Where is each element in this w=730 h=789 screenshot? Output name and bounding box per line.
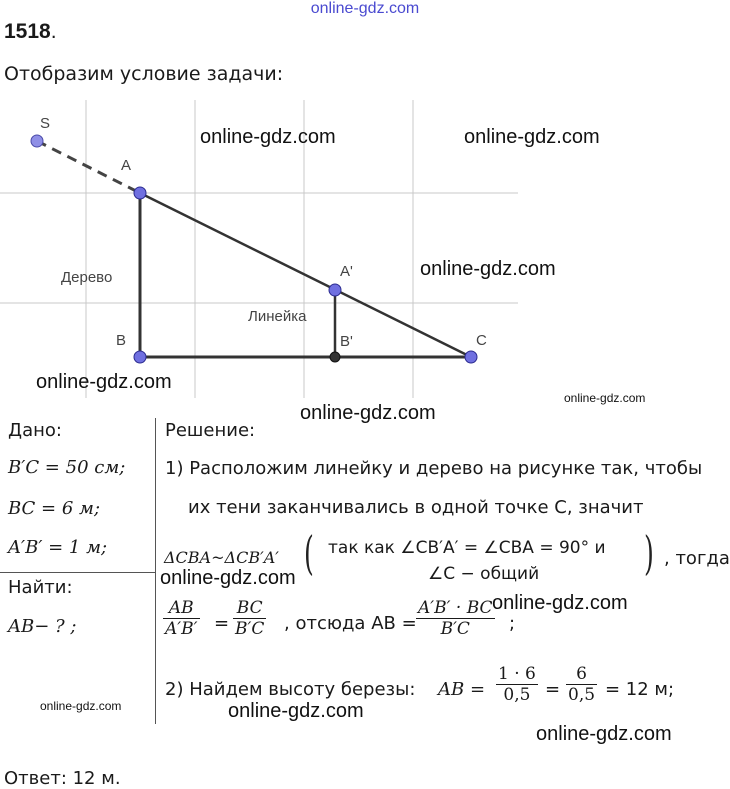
- watermark: online-gdz.com: [36, 371, 172, 393]
- step1-line-a: 1) Расположим линейку и дерево на рисунке так, чтобы: [165, 458, 703, 479]
- watermark: online-gdz.com: [300, 402, 436, 424]
- label-s: S: [40, 115, 51, 132]
- label-a: A: [121, 157, 132, 174]
- reason-line-2: ∠C − общий: [428, 564, 540, 584]
- label-b-prime: B': [340, 333, 353, 350]
- point-c: [465, 351, 477, 363]
- fraction-denominator: A′B′: [165, 619, 198, 639]
- watermark: online-gdz.com: [160, 567, 296, 589]
- fraction-numerator: BC: [233, 598, 266, 619]
- semicolon: ;: [509, 613, 516, 634]
- given-bc: BC = 6 м;: [8, 498, 101, 519]
- fraction-denominator: 0,5: [568, 685, 596, 705]
- given-title: Дано:: [8, 420, 62, 441]
- paren-left: (: [304, 526, 314, 580]
- fraction-6-over-05: [566, 664, 597, 705]
- point-a: [134, 187, 146, 199]
- fraction-ab-over-a1b1: [163, 598, 200, 639]
- watermark: online-gdz.com: [464, 126, 600, 148]
- step2-text: 2) Найдем высоту березы:: [165, 679, 416, 700]
- watermark-small: online-gdz.com: [564, 391, 646, 405]
- fraction-1x6-over-05: [496, 664, 538, 705]
- watermark: online-gdz.com: [200, 126, 336, 148]
- problem-number-dot: .: [50, 20, 57, 43]
- problem-number-value: 1518: [4, 20, 51, 43]
- reason-line-1: так как ∠CB′A′ = ∠CBA = 90° и: [328, 538, 606, 558]
- then-text: , тогда: [664, 548, 730, 569]
- given-a1b1: A′B′ = 1 м;: [8, 537, 108, 558]
- equals-sign: =: [545, 679, 561, 700]
- label-tree: Дерево: [61, 269, 113, 286]
- ab-equals: AB =: [438, 679, 486, 700]
- label-c: C: [476, 332, 487, 349]
- paren-right: ): [644, 526, 654, 580]
- watermark: online-gdz.com: [536, 723, 672, 745]
- fraction-denominator: B′C: [235, 619, 265, 639]
- intro-text: Отобразим условие задачи:: [4, 63, 284, 85]
- fraction-denominator: B′C: [440, 619, 470, 639]
- label-b: B: [116, 332, 127, 349]
- watermark-small: online-gdz.com: [40, 699, 122, 713]
- find-title: Найти:: [8, 577, 73, 598]
- solution-title: Решение:: [165, 420, 256, 441]
- point-b: [134, 351, 146, 363]
- step1-line-b: их тени заканчивались в одной точке C, значит: [188, 497, 644, 518]
- point-a-prime: [329, 284, 341, 296]
- fraction-numerator: 6: [566, 664, 597, 685]
- fraction-ab-formula: [416, 598, 495, 639]
- label-ruler: Линейка: [248, 308, 307, 325]
- point-s: [31, 135, 43, 147]
- table-vertical-divider: [155, 418, 156, 724]
- watermark: online-gdz.com: [420, 258, 556, 280]
- hence-text: , отсюда AB =: [284, 613, 417, 634]
- fraction-numerator: AB: [163, 598, 200, 619]
- watermark: online-gdz.com: [228, 700, 364, 722]
- similarity-statement: ΔCBA~ΔCB′A′: [164, 548, 279, 567]
- equals-sign: =: [214, 613, 230, 634]
- fraction-numerator: A′B′ · BC: [418, 598, 493, 618]
- answer: Ответ: 12 м.: [4, 768, 121, 789]
- point-b-prime: [330, 352, 340, 362]
- find-ab: AB− ? ;: [8, 616, 77, 637]
- watermark: online-gdz.com: [492, 592, 628, 614]
- fraction-numerator: 1 · 6: [498, 664, 536, 684]
- given-b1c: B′C = 50 см;: [8, 457, 126, 478]
- table-horizontal-divider: [0, 572, 156, 573]
- label-a-prime: A': [340, 263, 353, 280]
- result-text: = 12 м;: [605, 679, 675, 700]
- fraction-bc-over-b1c: [233, 598, 266, 639]
- fraction-denominator: 0,5: [503, 685, 531, 705]
- watermark-top: online-gdz.com: [310, 0, 420, 17]
- problem-number: [4, 20, 57, 44]
